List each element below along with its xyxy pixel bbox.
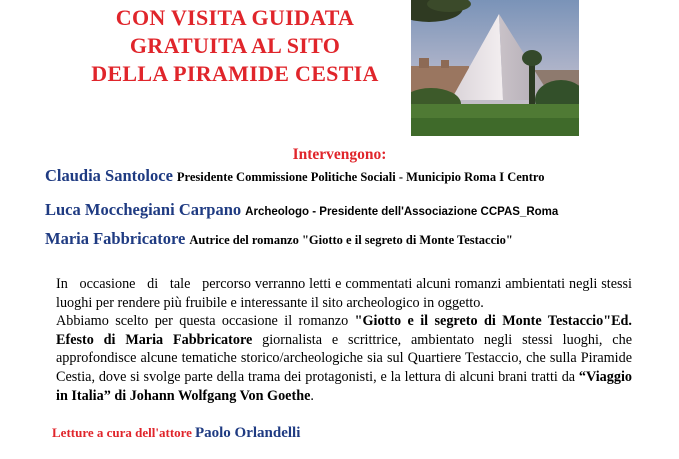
speakers-heading: Intervengono: (292, 146, 387, 163)
details-text: Abbiamo scelto per questa occasione il romanzo (56, 313, 355, 330)
speaker-role: Archeologo - Presidente dell'Associazione CCPAS_Roma (245, 206, 559, 218)
paragraph-details (56, 312, 632, 405)
title-line-3: DELLA PIRAMIDE CESTIA (91, 61, 379, 86)
speaker-role: Autrice del romanzo "Giotto e il segreto di Monte Testaccio" (189, 233, 513, 247)
book-title: "Giotto e il segreto di Monte Testaccio"Ed. Efesto di Maria Fabbricatore (56, 313, 632, 348)
title-line-1: CON VISITA GUIDATA (115, 5, 355, 30)
speaker-role: Presidente Commissione Politiche Sociali - Municipio Roma I Centro (176, 170, 545, 184)
event-description (56, 275, 636, 405)
paragraph-intro: In occasione di tale percorso verranno letti e commentati alcuni romanzi ambientati negli stessi luoghi per rendere più fruibile e interessante il sito archeologico in oggetto. (56, 276, 636, 311)
readings-label: Letture a cura dell'attore (52, 425, 192, 440)
speaker-row (45, 229, 513, 249)
title-line-2: GRATUITA AL SITO (129, 33, 341, 58)
details-text: giornalista e scrittrice, ambientato negli stessi luoghi, che approfondisce alcune tematiche storico/archeologiche sia sul Quartiere Testaccio, che sulla Piramide Cestia, dove si svolge parte della trama dei protagonisti, e la lettura di alcuni brani tratti da (56, 331, 632, 385)
readings-credit (52, 424, 300, 442)
actor-name: Paolo Orlandelli (194, 425, 301, 441)
speaker-name: Maria Fabbricatore (45, 229, 186, 248)
speaker-row (45, 166, 544, 186)
pyramid-of-cestius-image (411, 0, 579, 136)
details-text: . (310, 387, 314, 404)
goethe-reference: “Viaggio in Italia” di Johann Wolfgang Von Goethe (56, 368, 632, 404)
speaker-row (45, 200, 558, 220)
speaker-name: Luca Mocchegiani Carpano (45, 200, 242, 219)
speaker-name: Claudia Santoloce (45, 166, 173, 185)
pyramid-photo (411, 0, 579, 136)
